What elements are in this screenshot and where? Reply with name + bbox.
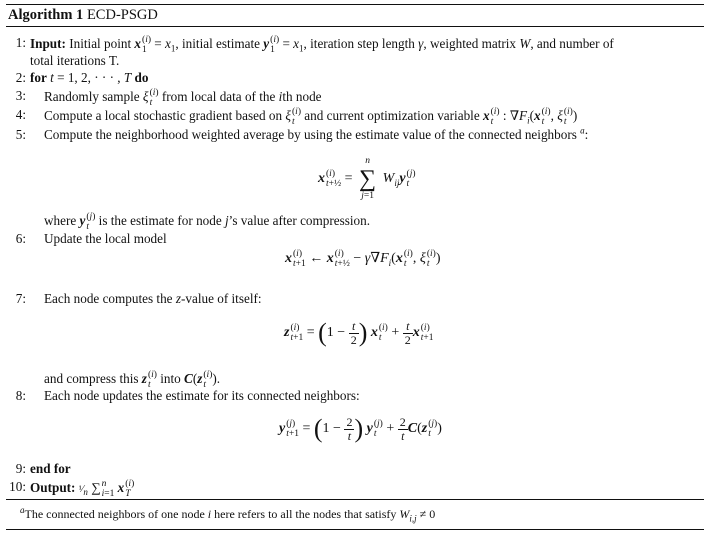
step-2-text: for t = 1, 2, · · · , T do xyxy=(30,70,149,85)
step-7-number: 7: xyxy=(15,291,26,306)
footnote-rule xyxy=(6,499,704,500)
step-3-number: 3: xyxy=(15,88,26,103)
equation-estimate-update: y (j) t+1 = (1 − $\frac{2}{t}$ ) y (j) t + $\frac{2}{t}$ C(z (j) t ) xyxy=(279,414,442,443)
step-5-text: Compute the neighborhood weighted average by using the estimate value of the connected neighbors $^a$: xyxy=(44,125,589,142)
bottom-rule xyxy=(6,529,704,530)
step-5-number: 5: xyxy=(15,127,26,142)
step-9-number: 9: xyxy=(15,461,26,476)
step-3-text: Randomly sample ξ (i) t from local data of the ith node xyxy=(44,88,322,108)
step-10-text: Output: $^1⁄_n$ ∑ n i=1 x (i) T xyxy=(30,479,135,499)
header-rule xyxy=(6,26,704,27)
step-8-number: 8: xyxy=(15,388,26,403)
step-9-text: end for xyxy=(30,461,71,476)
top-rule xyxy=(6,4,704,5)
equation-weighted-average: x (i) t+½ = n ∑ j=1 $W_{ij}y$ (j) t xyxy=(318,156,416,201)
step-1-continuation: total iterations T. xyxy=(30,53,120,68)
step-7-compress: and compress this z (i) t into C(z (i) t ). xyxy=(44,370,221,390)
step-6-number: 6: xyxy=(15,231,26,246)
step-5-where: where y (j) t is the estimate for node j’s value after compression. xyxy=(44,212,371,232)
step-7-text: Each node computes the z-value of itself: xyxy=(44,291,262,306)
step-4-number: 4: xyxy=(15,107,26,122)
step-2-number: 2: xyxy=(15,70,26,85)
step-10-number: 10: xyxy=(9,479,26,494)
algorithm-title: Algorithm 1 ECD-PSGD xyxy=(8,7,158,23)
step-8-text: Each node updates the estimate for its connected neighbors: xyxy=(44,388,360,403)
step-1-number: 1: xyxy=(15,35,26,50)
step-4-text: Compute a local stochastic gradient based on ξ (i) t and current optimization variable x (i) t : $\nabla F_i(x$ (i) t , ξ (i) t ) xyxy=(44,107,578,127)
footnote: $^a$The connected neighbors of one node i here refers to all the nodes that satisfy $W_{i,j} \ne 0$ xyxy=(20,505,436,524)
equation-local-update: x (i) t+1 ← x (i) t+½ − $\gamma\nabla F_i(x$ (i) t , ξ (i) t ) xyxy=(285,249,441,269)
step-6-text: Update the local model xyxy=(44,231,167,246)
equation-z-value: z (i) t+1 = (1 − $\frac{t}{2}$ ) x (i) t + $\frac{t}{2}$ x (i) t+1 xyxy=(284,318,434,347)
step-1-text: Input: Initial point x (i) 1 = $x_1$, initial estimate y (i) 1 = $x_1$, iteration step length γ, weighted matrix W, and number of xyxy=(30,35,614,55)
